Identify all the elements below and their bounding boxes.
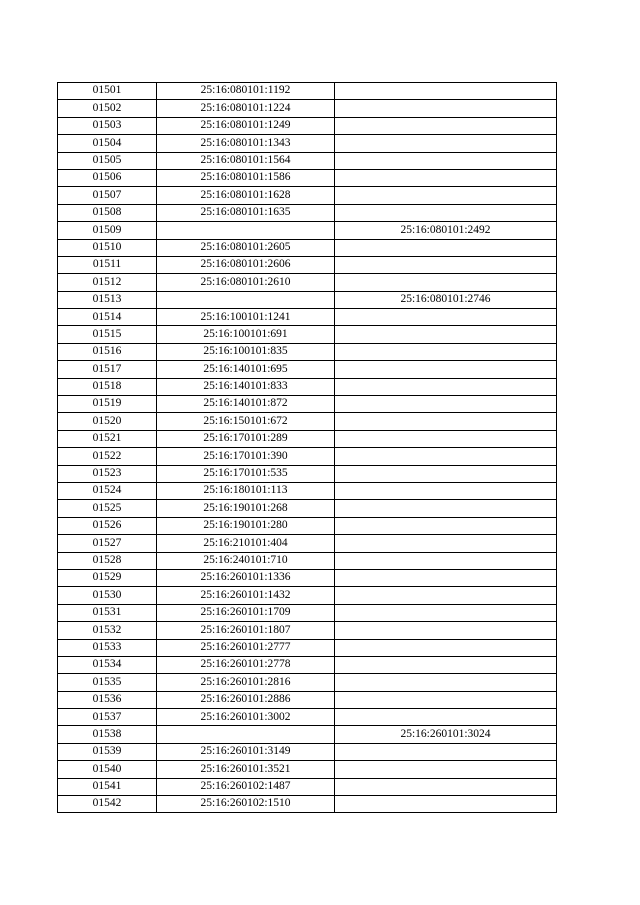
row-number-cell: 01522 bbox=[58, 448, 157, 465]
cadastral-number-cell: 25:16:260102:1487 bbox=[157, 778, 335, 795]
table-row bbox=[58, 361, 557, 378]
row-number-cell: 01514 bbox=[58, 309, 157, 326]
cadastral-number-cell: 25:16:080101:1628 bbox=[157, 187, 335, 204]
secondary-cadastral-number-cell: 25:16:080101:2746 bbox=[335, 291, 557, 308]
cadastral-number-cell: 25:16:260101:1709 bbox=[157, 604, 335, 621]
row-number-cell: 01533 bbox=[58, 639, 157, 656]
cadastral-number-cell: 25:16:080101:1249 bbox=[157, 117, 335, 134]
row-number-cell: 01504 bbox=[58, 135, 157, 152]
secondary-cadastral-number-cell bbox=[335, 274, 557, 291]
table-row bbox=[58, 256, 557, 273]
table-row bbox=[58, 117, 557, 134]
row-number-cell: 01540 bbox=[58, 761, 157, 778]
row-number-cell: 01518 bbox=[58, 378, 157, 395]
cadastral-number-cell: 25:16:080101:1343 bbox=[157, 135, 335, 152]
table-row bbox=[58, 796, 557, 813]
row-number-cell: 01527 bbox=[58, 535, 157, 552]
table-row bbox=[58, 135, 557, 152]
secondary-cadastral-number-cell bbox=[335, 656, 557, 673]
secondary-cadastral-number-cell bbox=[335, 100, 557, 117]
table-row bbox=[58, 500, 557, 517]
table-row bbox=[58, 326, 557, 343]
secondary-cadastral-number-cell bbox=[335, 796, 557, 813]
secondary-cadastral-number-cell bbox=[335, 691, 557, 708]
cadastral-number-cell: 25:16:190101:280 bbox=[157, 517, 335, 534]
table-row bbox=[58, 100, 557, 117]
table-row bbox=[58, 448, 557, 465]
row-number-cell: 01541 bbox=[58, 778, 157, 795]
cadastral-number-cell: 25:16:260101:1807 bbox=[157, 622, 335, 639]
row-number-cell: 01508 bbox=[58, 204, 157, 221]
table-row bbox=[58, 726, 557, 743]
row-number-cell: 01526 bbox=[58, 517, 157, 534]
secondary-cadastral-number-cell bbox=[335, 500, 557, 517]
row-number-cell: 01523 bbox=[58, 465, 157, 482]
table-row bbox=[58, 622, 557, 639]
cadastral-number-cell: 25:16:080101:1564 bbox=[157, 152, 335, 169]
cadastral-number-cell: 25:16:170101:289 bbox=[157, 430, 335, 447]
row-number-cell: 01507 bbox=[58, 187, 157, 204]
secondary-cadastral-number-cell bbox=[335, 361, 557, 378]
table-row bbox=[58, 204, 557, 221]
row-number-cell: 01501 bbox=[58, 83, 157, 100]
table-row bbox=[58, 604, 557, 621]
row-number-cell: 01542 bbox=[58, 796, 157, 813]
cadastral-number-cell: 25:16:260102:1510 bbox=[157, 796, 335, 813]
table-body bbox=[58, 83, 557, 813]
secondary-cadastral-number-cell bbox=[335, 413, 557, 430]
row-number-cell: 01502 bbox=[58, 100, 157, 117]
secondary-cadastral-number-cell bbox=[335, 135, 557, 152]
cadastral-number-cell: 25:16:260101:2816 bbox=[157, 674, 335, 691]
secondary-cadastral-number-cell bbox=[335, 552, 557, 569]
row-number-cell: 01530 bbox=[58, 587, 157, 604]
cadastral-number-cell: 25:16:140101:872 bbox=[157, 396, 335, 413]
secondary-cadastral-number-cell bbox=[335, 204, 557, 221]
table-row bbox=[58, 465, 557, 482]
cadastral-number-cell: 25:16:100101:1241 bbox=[157, 309, 335, 326]
row-number-cell: 01521 bbox=[58, 430, 157, 447]
table-row bbox=[58, 639, 557, 656]
cadastral-number-cell bbox=[157, 291, 335, 308]
secondary-cadastral-number-cell bbox=[335, 761, 557, 778]
secondary-cadastral-number-cell bbox=[335, 378, 557, 395]
secondary-cadastral-number-cell bbox=[335, 743, 557, 760]
cadastral-number-cell bbox=[157, 222, 335, 239]
cadastral-number-cell: 25:16:260101:1432 bbox=[157, 587, 335, 604]
secondary-cadastral-number-cell bbox=[335, 430, 557, 447]
table-row bbox=[58, 396, 557, 413]
table-row bbox=[58, 743, 557, 760]
table-row bbox=[58, 187, 557, 204]
secondary-cadastral-number-cell bbox=[335, 517, 557, 534]
table-row bbox=[58, 413, 557, 430]
cadastral-number-cell: 25:16:100101:835 bbox=[157, 343, 335, 360]
cadastral-number-cell: 25:16:240101:710 bbox=[157, 552, 335, 569]
secondary-cadastral-number-cell bbox=[335, 187, 557, 204]
cadastral-number-cell: 25:16:140101:695 bbox=[157, 361, 335, 378]
cadastral-number-cell: 25:16:260101:3521 bbox=[157, 761, 335, 778]
cadastral-number-cell: 25:16:150101:672 bbox=[157, 413, 335, 430]
table-row bbox=[58, 569, 557, 586]
row-number-cell: 01512 bbox=[58, 274, 157, 291]
row-number-cell: 01510 bbox=[58, 239, 157, 256]
table-row bbox=[58, 152, 557, 169]
cadastral-number-cell: 25:16:080101:2605 bbox=[157, 239, 335, 256]
row-number-cell: 01525 bbox=[58, 500, 157, 517]
cadastral-number-cell: 25:16:080101:1635 bbox=[157, 204, 335, 221]
secondary-cadastral-number-cell bbox=[335, 169, 557, 186]
row-number-cell: 01532 bbox=[58, 622, 157, 639]
cadastral-number-cell: 25:16:260101:3149 bbox=[157, 743, 335, 760]
secondary-cadastral-number-cell bbox=[335, 326, 557, 343]
cadastral-number-cell: 25:16:080101:2610 bbox=[157, 274, 335, 291]
secondary-cadastral-number-cell bbox=[335, 569, 557, 586]
row-number-cell: 01516 bbox=[58, 343, 157, 360]
table-row bbox=[58, 83, 557, 100]
secondary-cadastral-number-cell bbox=[335, 604, 557, 621]
row-number-cell: 01515 bbox=[58, 326, 157, 343]
table-row bbox=[58, 222, 557, 239]
cadastral-table bbox=[57, 82, 557, 813]
row-number-cell: 01531 bbox=[58, 604, 157, 621]
cadastral-number-cell: 25:16:260101:2777 bbox=[157, 639, 335, 656]
cadastral-number-cell bbox=[157, 726, 335, 743]
table-row bbox=[58, 587, 557, 604]
secondary-cadastral-number-cell bbox=[335, 152, 557, 169]
cadastral-number-cell: 25:16:210101:404 bbox=[157, 535, 335, 552]
secondary-cadastral-number-cell bbox=[335, 83, 557, 100]
row-number-cell: 01513 bbox=[58, 291, 157, 308]
table-row bbox=[58, 517, 557, 534]
row-number-cell: 01536 bbox=[58, 691, 157, 708]
row-number-cell: 01537 bbox=[58, 709, 157, 726]
cadastral-number-cell: 25:16:140101:833 bbox=[157, 378, 335, 395]
row-number-cell: 01539 bbox=[58, 743, 157, 760]
cadastral-number-cell: 25:16:260101:3002 bbox=[157, 709, 335, 726]
table-row bbox=[58, 656, 557, 673]
table-row bbox=[58, 430, 557, 447]
cadastral-number-cell: 25:16:080101:1192 bbox=[157, 83, 335, 100]
cadastral-number-cell: 25:16:080101:1586 bbox=[157, 169, 335, 186]
secondary-cadastral-number-cell: 25:16:080101:2492 bbox=[335, 222, 557, 239]
secondary-cadastral-number-cell bbox=[335, 256, 557, 273]
secondary-cadastral-number-cell: 25:16:260101:3024 bbox=[335, 726, 557, 743]
cadastral-number-cell: 25:16:170101:390 bbox=[157, 448, 335, 465]
table-row bbox=[58, 482, 557, 499]
table-row bbox=[58, 761, 557, 778]
row-number-cell: 01506 bbox=[58, 169, 157, 186]
table-row bbox=[58, 378, 557, 395]
cadastral-number-cell: 25:16:260101:2778 bbox=[157, 656, 335, 673]
row-number-cell: 01517 bbox=[58, 361, 157, 378]
row-number-cell: 01520 bbox=[58, 413, 157, 430]
secondary-cadastral-number-cell bbox=[335, 674, 557, 691]
row-number-cell: 01529 bbox=[58, 569, 157, 586]
secondary-cadastral-number-cell bbox=[335, 239, 557, 256]
row-number-cell: 01509 bbox=[58, 222, 157, 239]
secondary-cadastral-number-cell bbox=[335, 396, 557, 413]
row-number-cell: 01534 bbox=[58, 656, 157, 673]
table-row bbox=[58, 309, 557, 326]
table-row bbox=[58, 291, 557, 308]
row-number-cell: 01503 bbox=[58, 117, 157, 134]
table-row bbox=[58, 778, 557, 795]
table-row bbox=[58, 709, 557, 726]
cadastral-number-cell: 25:16:190101:268 bbox=[157, 500, 335, 517]
row-number-cell: 01538 bbox=[58, 726, 157, 743]
row-number-cell: 01528 bbox=[58, 552, 157, 569]
secondary-cadastral-number-cell bbox=[335, 448, 557, 465]
secondary-cadastral-number-cell bbox=[335, 309, 557, 326]
secondary-cadastral-number-cell bbox=[335, 343, 557, 360]
secondary-cadastral-number-cell bbox=[335, 465, 557, 482]
row-number-cell: 01511 bbox=[58, 256, 157, 273]
table-row bbox=[58, 691, 557, 708]
row-number-cell: 01519 bbox=[58, 396, 157, 413]
cadastral-number-cell: 25:16:260101:2886 bbox=[157, 691, 335, 708]
cadastral-number-cell: 25:16:100101:691 bbox=[157, 326, 335, 343]
cadastral-number-cell: 25:16:170101:535 bbox=[157, 465, 335, 482]
secondary-cadastral-number-cell bbox=[335, 587, 557, 604]
table-row bbox=[58, 674, 557, 691]
cadastral-number-cell: 25:16:180101:113 bbox=[157, 482, 335, 499]
secondary-cadastral-number-cell bbox=[335, 117, 557, 134]
row-number-cell: 01505 bbox=[58, 152, 157, 169]
secondary-cadastral-number-cell bbox=[335, 482, 557, 499]
table-row bbox=[58, 274, 557, 291]
cadastral-number-cell: 25:16:080101:2606 bbox=[157, 256, 335, 273]
secondary-cadastral-number-cell bbox=[335, 622, 557, 639]
secondary-cadastral-number-cell bbox=[335, 535, 557, 552]
secondary-cadastral-number-cell bbox=[335, 639, 557, 656]
table-row bbox=[58, 239, 557, 256]
table-row bbox=[58, 343, 557, 360]
row-number-cell: 01524 bbox=[58, 482, 157, 499]
cadastral-number-cell: 25:16:080101:1224 bbox=[157, 100, 335, 117]
table-row bbox=[58, 552, 557, 569]
secondary-cadastral-number-cell bbox=[335, 778, 557, 795]
cadastral-number-cell: 25:16:260101:1336 bbox=[157, 569, 335, 586]
secondary-cadastral-number-cell bbox=[335, 709, 557, 726]
table-row bbox=[58, 169, 557, 186]
row-number-cell: 01535 bbox=[58, 674, 157, 691]
table-row bbox=[58, 535, 557, 552]
